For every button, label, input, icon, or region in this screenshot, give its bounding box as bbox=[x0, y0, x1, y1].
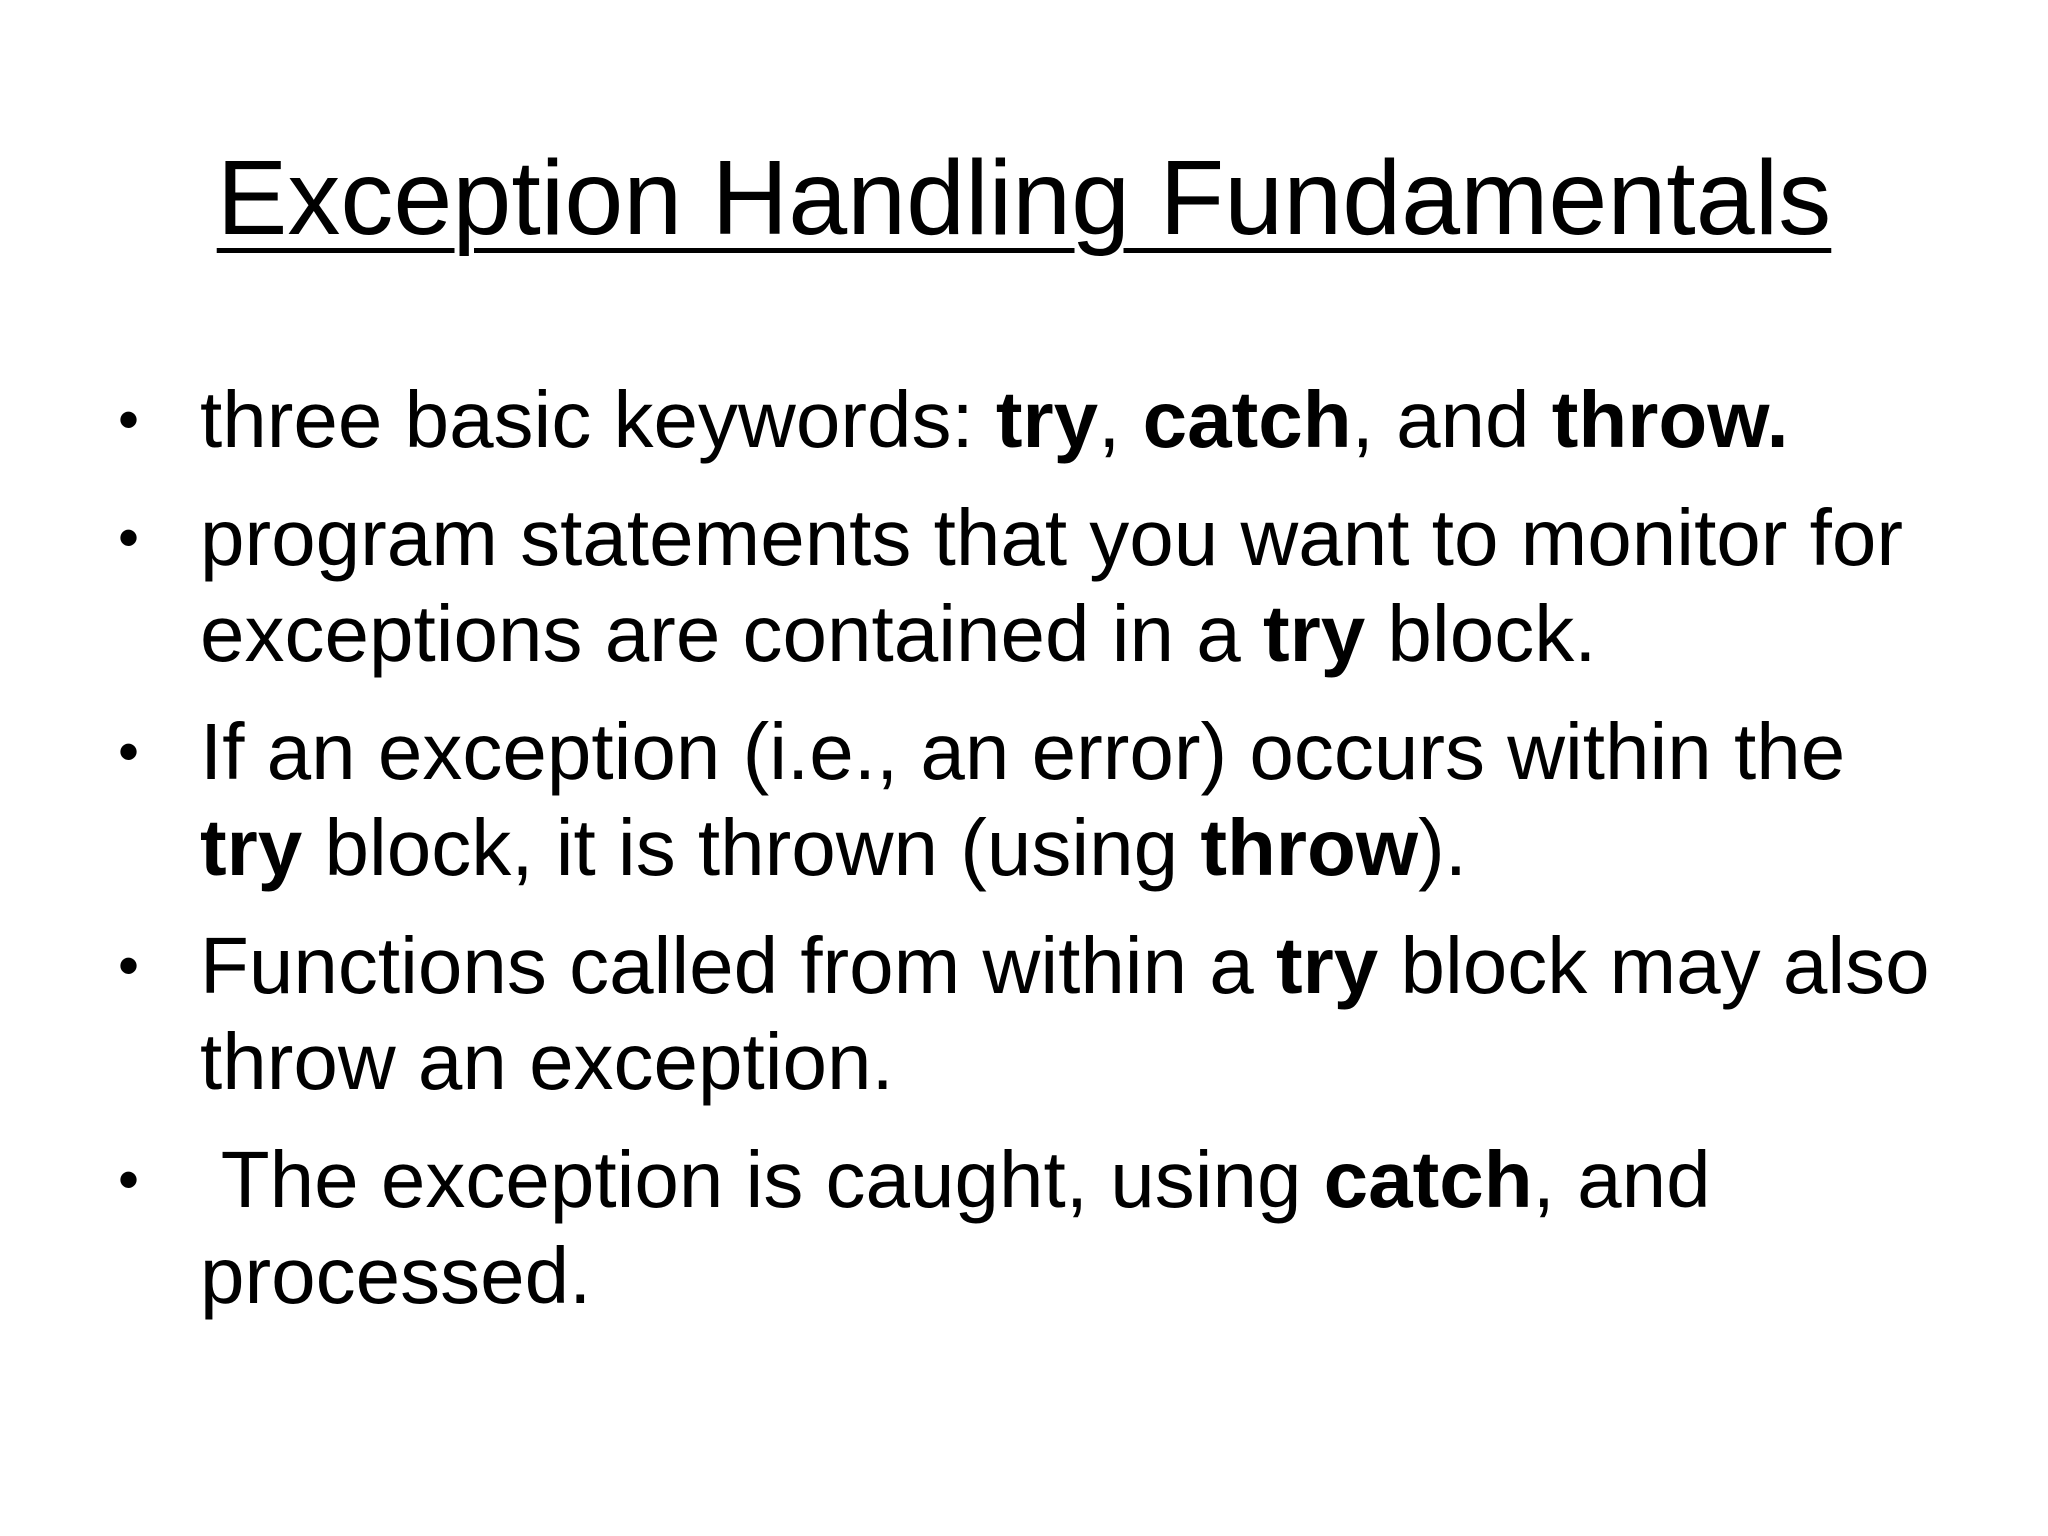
keyword-text: try bbox=[1262, 589, 1366, 678]
bullet-text: , and bbox=[1532, 1135, 1711, 1224]
keyword-text: try bbox=[995, 375, 1099, 464]
bullet-marker: • bbox=[118, 386, 140, 453]
keyword-text: catch bbox=[1142, 375, 1352, 464]
bullet-text: Functions called from within a bbox=[200, 921, 1277, 1010]
bullet-marker: • bbox=[118, 718, 140, 785]
bullet-text: exceptions are contained in a bbox=[200, 589, 1263, 678]
bullet-line bbox=[200, 704, 2008, 800]
keyword-text: try bbox=[1276, 921, 1379, 1010]
bullet-text: , and bbox=[1351, 375, 1552, 464]
bullet-marker: • bbox=[118, 504, 140, 571]
bullet-text: block may also bbox=[1378, 921, 1930, 1010]
bullet-line bbox=[200, 490, 2008, 586]
bullet-text: processed. bbox=[200, 1231, 592, 1320]
bullet-text: block, it is thrown (using bbox=[302, 803, 1201, 892]
bullet-line bbox=[200, 1228, 2008, 1324]
bullet-item bbox=[0, 918, 2048, 1110]
bullet-text: throw an exception. bbox=[200, 1017, 894, 1106]
slide-title: Exception Handling Fundamentals bbox=[216, 139, 1832, 257]
keyword-text: catch bbox=[1323, 1135, 1533, 1224]
keyword-text: try bbox=[200, 803, 303, 892]
bullet-text: ). bbox=[1418, 803, 1467, 892]
bullet-line bbox=[200, 1132, 2008, 1228]
bullet-item bbox=[0, 372, 2048, 468]
bullet-list bbox=[0, 372, 2048, 1346]
bullet-marker: • bbox=[118, 1146, 140, 1213]
bullet-line bbox=[200, 1014, 2008, 1110]
bullet-text: block. bbox=[1365, 589, 1597, 678]
bullet-line bbox=[200, 800, 2008, 896]
bullet-text: three basic keywords: bbox=[200, 375, 996, 464]
bullet-line bbox=[200, 918, 2008, 1014]
bullet-text: , bbox=[1098, 375, 1143, 464]
keyword-text: throw. bbox=[1551, 375, 1789, 464]
bullet-text: If an exception (i.e., an error) occurs within the bbox=[200, 707, 1846, 796]
bullet-text: The exception is caught, using bbox=[200, 1135, 1324, 1224]
bullet-item bbox=[0, 704, 2048, 896]
keyword-text: throw bbox=[1200, 803, 1419, 892]
bullet-text: program statements that you want to monitor for bbox=[200, 493, 1904, 582]
bullet-item bbox=[0, 1132, 2048, 1324]
bullet-item bbox=[0, 490, 2048, 682]
bullet-line bbox=[200, 586, 2008, 682]
bullet-line bbox=[200, 372, 2008, 468]
bullet-marker: • bbox=[118, 932, 140, 999]
